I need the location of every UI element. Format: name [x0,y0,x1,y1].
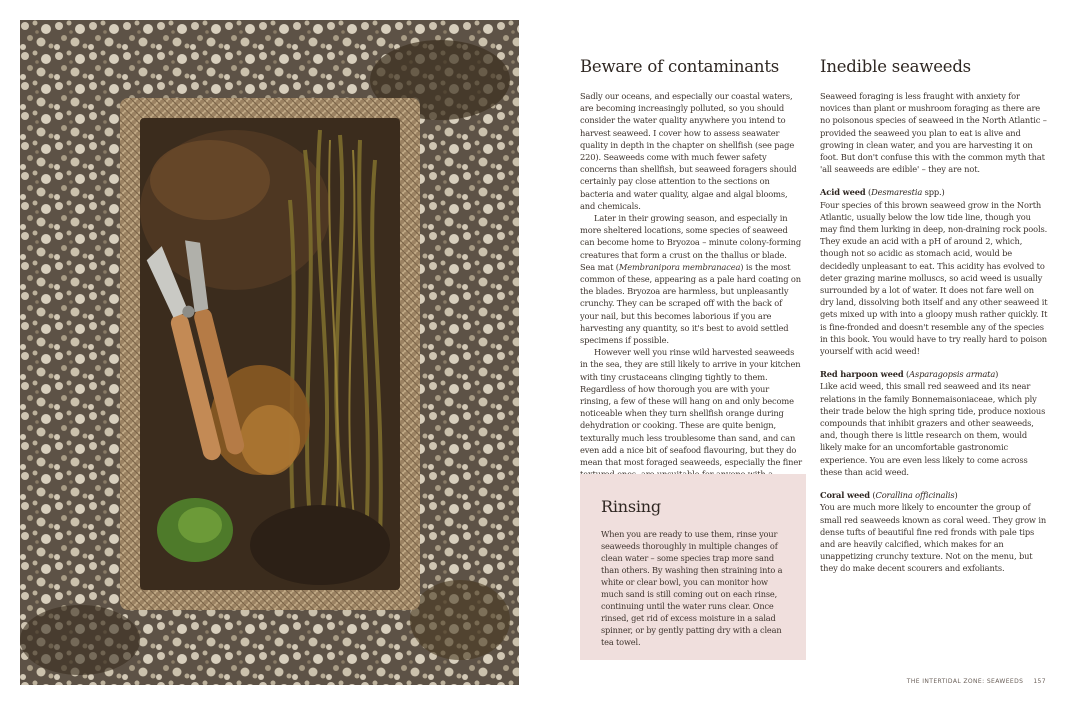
rinsing-callout [580,474,806,660]
entry-text: You are much more likely to encounter the group of small red seaweeds known as coral weed. They grow in dense tufts of beautiful fine red fronds with pale tips and are heavily calcified, which makes for an unappetizing crunchy texture. Not on the menu, but they do make decent scourers and exfoliants. [820,502,1047,574]
entry-acid-weed [820,186,1048,357]
entry-text: Like acid weed, this small red seaweed and its near relations in the family Bonnemaisoniaceae, which ply their trade below the high spring tide, produce noxious compounds that inhibit grazers and other seaweeds, and, though there is little research on them, would likely make for an uncomfortable gastronomic experience. You are even less likely to come across these than acid weed. [820,381,1046,477]
running-footer: THE INTERTIDAL ZONE: SEAWEEDS [906,678,1024,685]
contaminants-paragraph-2: Later in their growing season, and especially in more sheltered locations, some species of seaweed can become home to Bryozoa – minute colony-forming creatures that form a crust on the thallus or blade. Sea mat (Membranipora membranacea) is the most common of these, appearing as a pale hard coating on the blades. Bryozoa are harmless, but unpleasantly crunchy. They can be scraped off with the back of your nail, but this becomes laborious if you are harvesting any quantity, so it's best to avoid settled specimens if possible. [580,213,801,346]
entry-title: Red harpoon weed (Asparagopsis armata) [820,369,999,380]
entry-red-harpoon-weed [820,368,1048,478]
entry-text: Four species of this brown seaweed grow in the North Atlantic, usually below the low tide line, though you may find them lurking in deep, non-draining rock pools. They exude an acid with a pH of around 2, which, though not so acidic as stomach acid, would be decidedly unpleasant to eat. This acidity has evolved to deter grazing marine molluscs, so acid weed is usually surrounded by a lot of water. It does not fare well on dry land, dissolving both itself and any other seaweed it gets mixed up with into a gloopy mush rather quickly. It is fine-fronded and doesn't resemble any of the species in this book. You would have to try really hard to poison yourself with acid weed! [820,199,1048,357]
contaminants-heading: Beware of contaminants [580,57,780,76]
rinsing-heading: Rinsing [601,497,661,516]
seaweed-basket-photo [20,20,519,685]
rinsing-text: When you are ready to use them, rinse your seaweeds thoroughly in multiple changes of clean water – some species trap more sand than others. By washing then straining into a white or clear bowl, you can monitor how much sand is still coming out on each rinse, continuing until the water runs clear. Once rinsed, get rid of excess moisture in a salad spinner, or by gently patting dry with a clean tea towel. [601,529,783,647]
page-footer [907,678,1046,685]
entry-title: Acid weed (Desmarestia spp.) [820,187,945,198]
entry-coral-weed [820,489,1048,574]
contaminants-section [580,54,802,493]
page-number: 157 [1033,678,1046,685]
inedible-intro: Seaweed foraging is less fraught with anxiety for novices than plant or mushroom foraging as there are no poisonous species of seaweed in the North Atlantic – provided the seaweed you plan to eat is alive and growing in clean water, and you are harvesting it on foot. But don't confuse this with the common myth that 'all seaweeds are edible' – they are not. [820,91,1047,175]
inedible-heading: Inedible seaweeds [820,57,971,76]
inedible-section [820,54,1048,575]
entry-title: Coral weed (Corallina officinalis) [820,490,958,501]
contaminants-paragraph-1: Sadly our oceans, and especially our coastal waters, are becoming increasingly polluted, so you should consider the water quality anywhere you intend to harvest seaweed. I cover how to assess seawater quality in depth in the chapter on shellfish (see page 220). Seaweeds come with much fewer safety concerns than shellfish, but seaweed foragers should certainly pay close attention to the sections on bacteria and water quality, algae and algal blooms, and chemicals. [580,91,797,211]
contaminants-paragraph-3: However well you rinse wild harvested seaweeds in the sea, they are still likely to arrive in your kitchen with tiny crustaceans clinging tightly to them. Regardless of how thorough you are with your rinsing, a few of these will hang on and only become noticeable when they turn shellfish orange during dehydration or cooking. These are quite benign, texturally much less troublesome than sand, and can even add a nice bit of seafood flavouring, but they do mean that most foraged seaweeds, especially the finer [580,347,802,468]
